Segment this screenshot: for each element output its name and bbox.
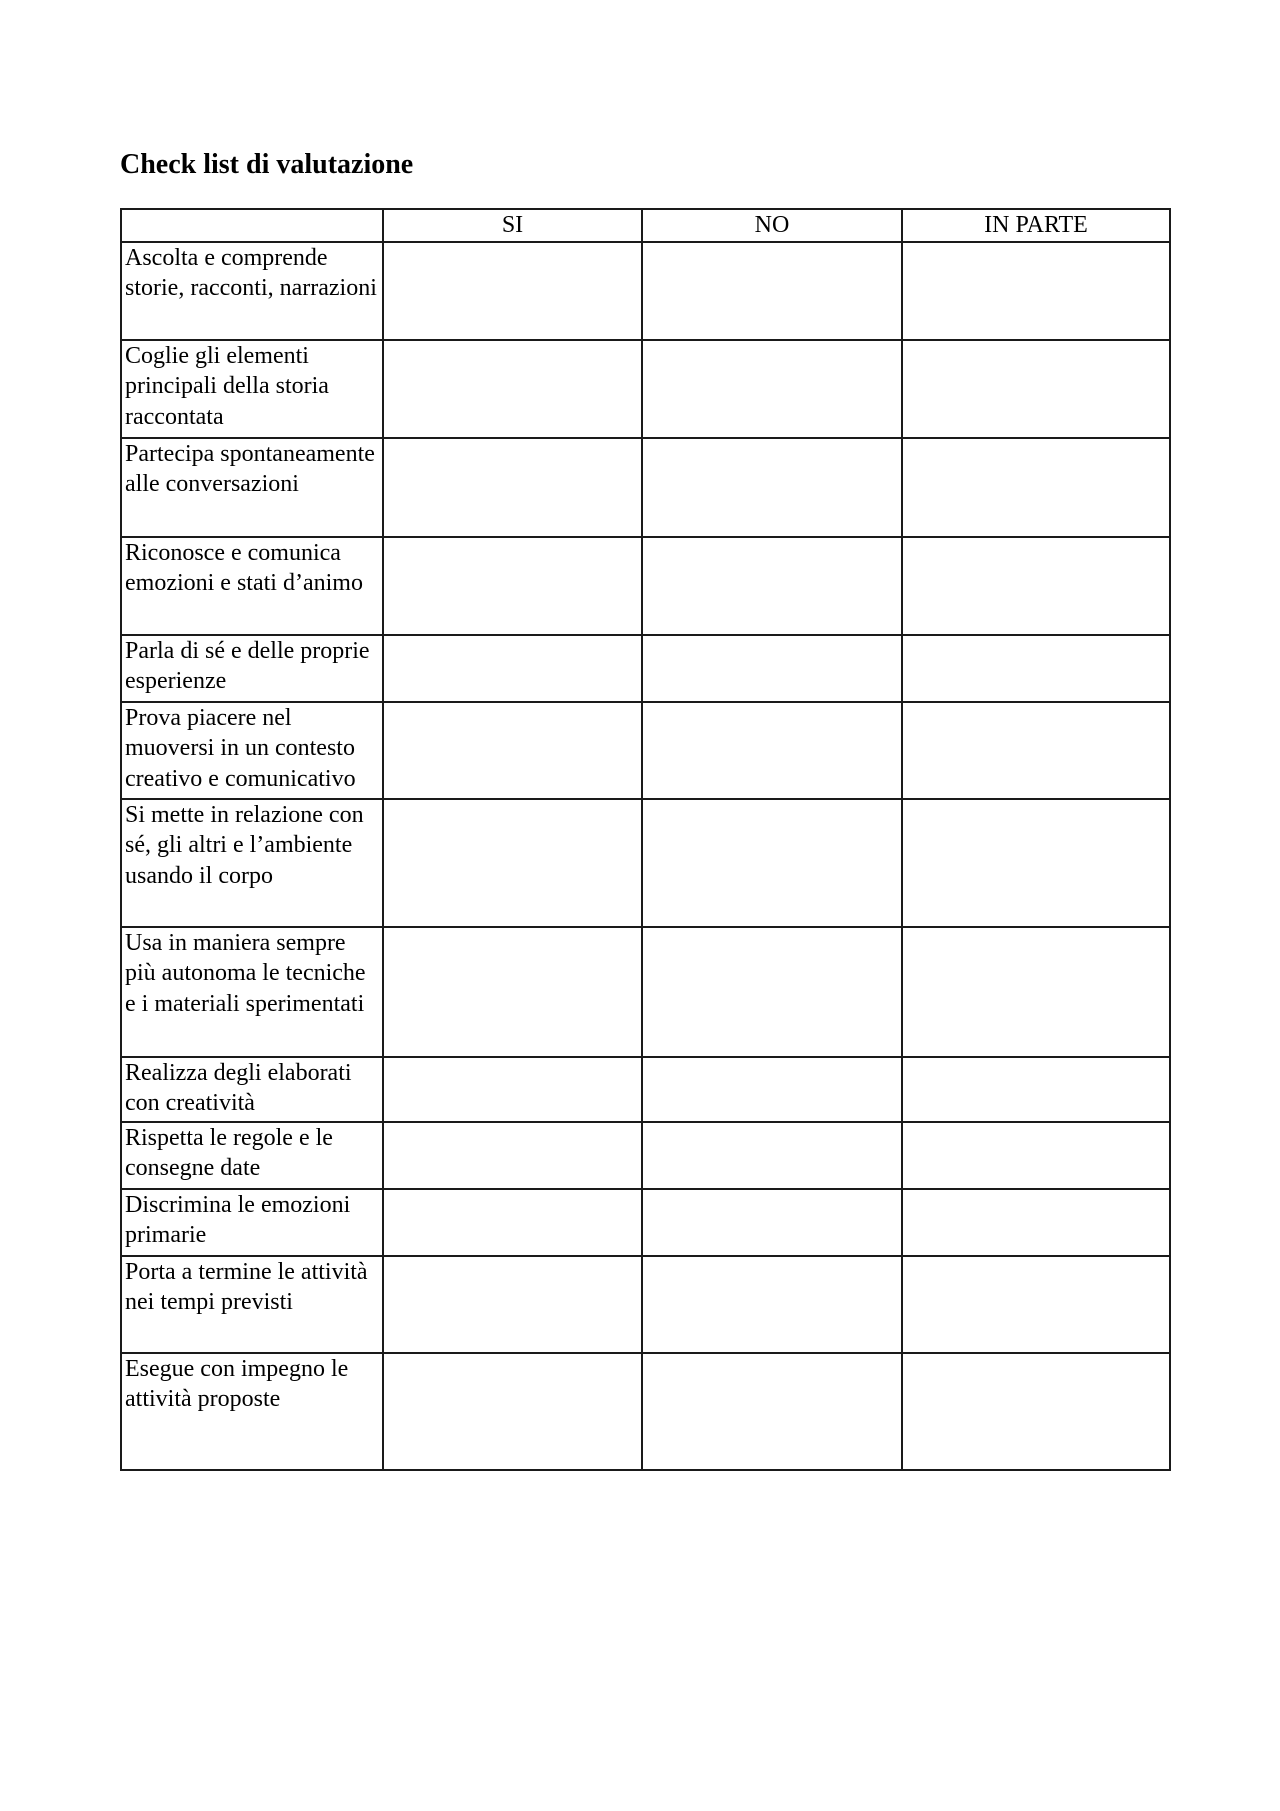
in-parte-cell[interactable] (902, 1353, 1170, 1470)
criterion-cell: Coglie gli elementi principali della storia raccontata (121, 340, 383, 438)
no-cell[interactable] (642, 635, 902, 702)
table-row (121, 927, 1170, 1057)
criterion-cell: Usa in maniera sempre più autonoma le tecniche e i materiali sperimentati (121, 927, 383, 1057)
in-parte-cell[interactable] (902, 1256, 1170, 1353)
table-row (121, 1353, 1170, 1470)
si-cell[interactable] (383, 1057, 642, 1122)
si-cell[interactable] (383, 1353, 642, 1470)
criterion-cell: Prova piacere nel muoversi in un contesto creativo e comunicativo (121, 702, 383, 799)
in-parte-cell[interactable] (902, 799, 1170, 927)
no-cell[interactable] (642, 537, 902, 635)
si-cell[interactable] (383, 1256, 642, 1353)
no-cell[interactable] (642, 1256, 902, 1353)
no-cell[interactable] (642, 438, 902, 537)
in-parte-cell[interactable] (902, 702, 1170, 799)
criterion-cell: Ascolta e comprende storie, racconti, narrazioni (121, 242, 383, 340)
no-cell[interactable] (642, 1189, 902, 1256)
in-parte-cell[interactable] (902, 635, 1170, 702)
column-header-si: SI (383, 209, 642, 242)
table-row (121, 1256, 1170, 1353)
in-parte-cell[interactable] (902, 1057, 1170, 1122)
si-cell[interactable] (383, 702, 642, 799)
column-header-no: NO (642, 209, 902, 242)
no-cell[interactable] (642, 799, 902, 927)
criterion-cell: Discrimina le emozioni primarie (121, 1189, 383, 1256)
no-cell[interactable] (642, 1057, 902, 1122)
criterion-cell: Riconosce e comunica emozioni e stati d’animo (121, 537, 383, 635)
si-cell[interactable] (383, 1189, 642, 1256)
table-row (121, 635, 1170, 702)
evaluation-table (120, 208, 1171, 1471)
table-row (121, 1057, 1170, 1122)
criterion-cell: Rispetta le regole e le consegne date (121, 1122, 383, 1189)
in-parte-cell[interactable] (902, 537, 1170, 635)
in-parte-cell[interactable] (902, 438, 1170, 537)
si-cell[interactable] (383, 1122, 642, 1189)
table-row (121, 702, 1170, 799)
table-row (121, 799, 1170, 927)
table-row (121, 340, 1170, 438)
table-row (121, 1189, 1170, 1256)
criterion-cell: Esegue con impegno le attività proposte (121, 1353, 383, 1470)
table-row (121, 242, 1170, 340)
in-parte-cell[interactable] (902, 1189, 1170, 1256)
no-cell[interactable] (642, 1353, 902, 1470)
table-header-row (121, 209, 1170, 242)
column-header-criteria (121, 209, 383, 242)
criterion-cell: Realizza degli elaborati con creatività (121, 1057, 383, 1122)
in-parte-cell[interactable] (902, 340, 1170, 438)
table-row (121, 1122, 1170, 1189)
si-cell[interactable] (383, 242, 642, 340)
page-title: Check list di valutazione (120, 149, 414, 180)
in-parte-cell[interactable] (902, 927, 1170, 1057)
column-header-in-parte: IN PARTE (902, 209, 1170, 242)
criterion-cell: Si mette in relazione con sé, gli altri e l’ambiente usando il corpo (121, 799, 383, 927)
table-row (121, 438, 1170, 537)
si-cell[interactable] (383, 340, 642, 438)
si-cell[interactable] (383, 799, 642, 927)
si-cell[interactable] (383, 927, 642, 1057)
no-cell[interactable] (642, 242, 902, 340)
si-cell[interactable] (383, 537, 642, 635)
criterion-cell: Partecipa spontaneamente alle conversazioni (121, 438, 383, 537)
si-cell[interactable] (383, 438, 642, 537)
si-cell[interactable] (383, 635, 642, 702)
in-parte-cell[interactable] (902, 1122, 1170, 1189)
criterion-cell: Parla di sé e delle proprie esperienze (121, 635, 383, 702)
in-parte-cell[interactable] (902, 242, 1170, 340)
no-cell[interactable] (642, 1122, 902, 1189)
no-cell[interactable] (642, 927, 902, 1057)
no-cell[interactable] (642, 340, 902, 438)
table-row (121, 537, 1170, 635)
criterion-cell: Porta a termine le attività nei tempi previsti (121, 1256, 383, 1353)
no-cell[interactable] (642, 702, 902, 799)
